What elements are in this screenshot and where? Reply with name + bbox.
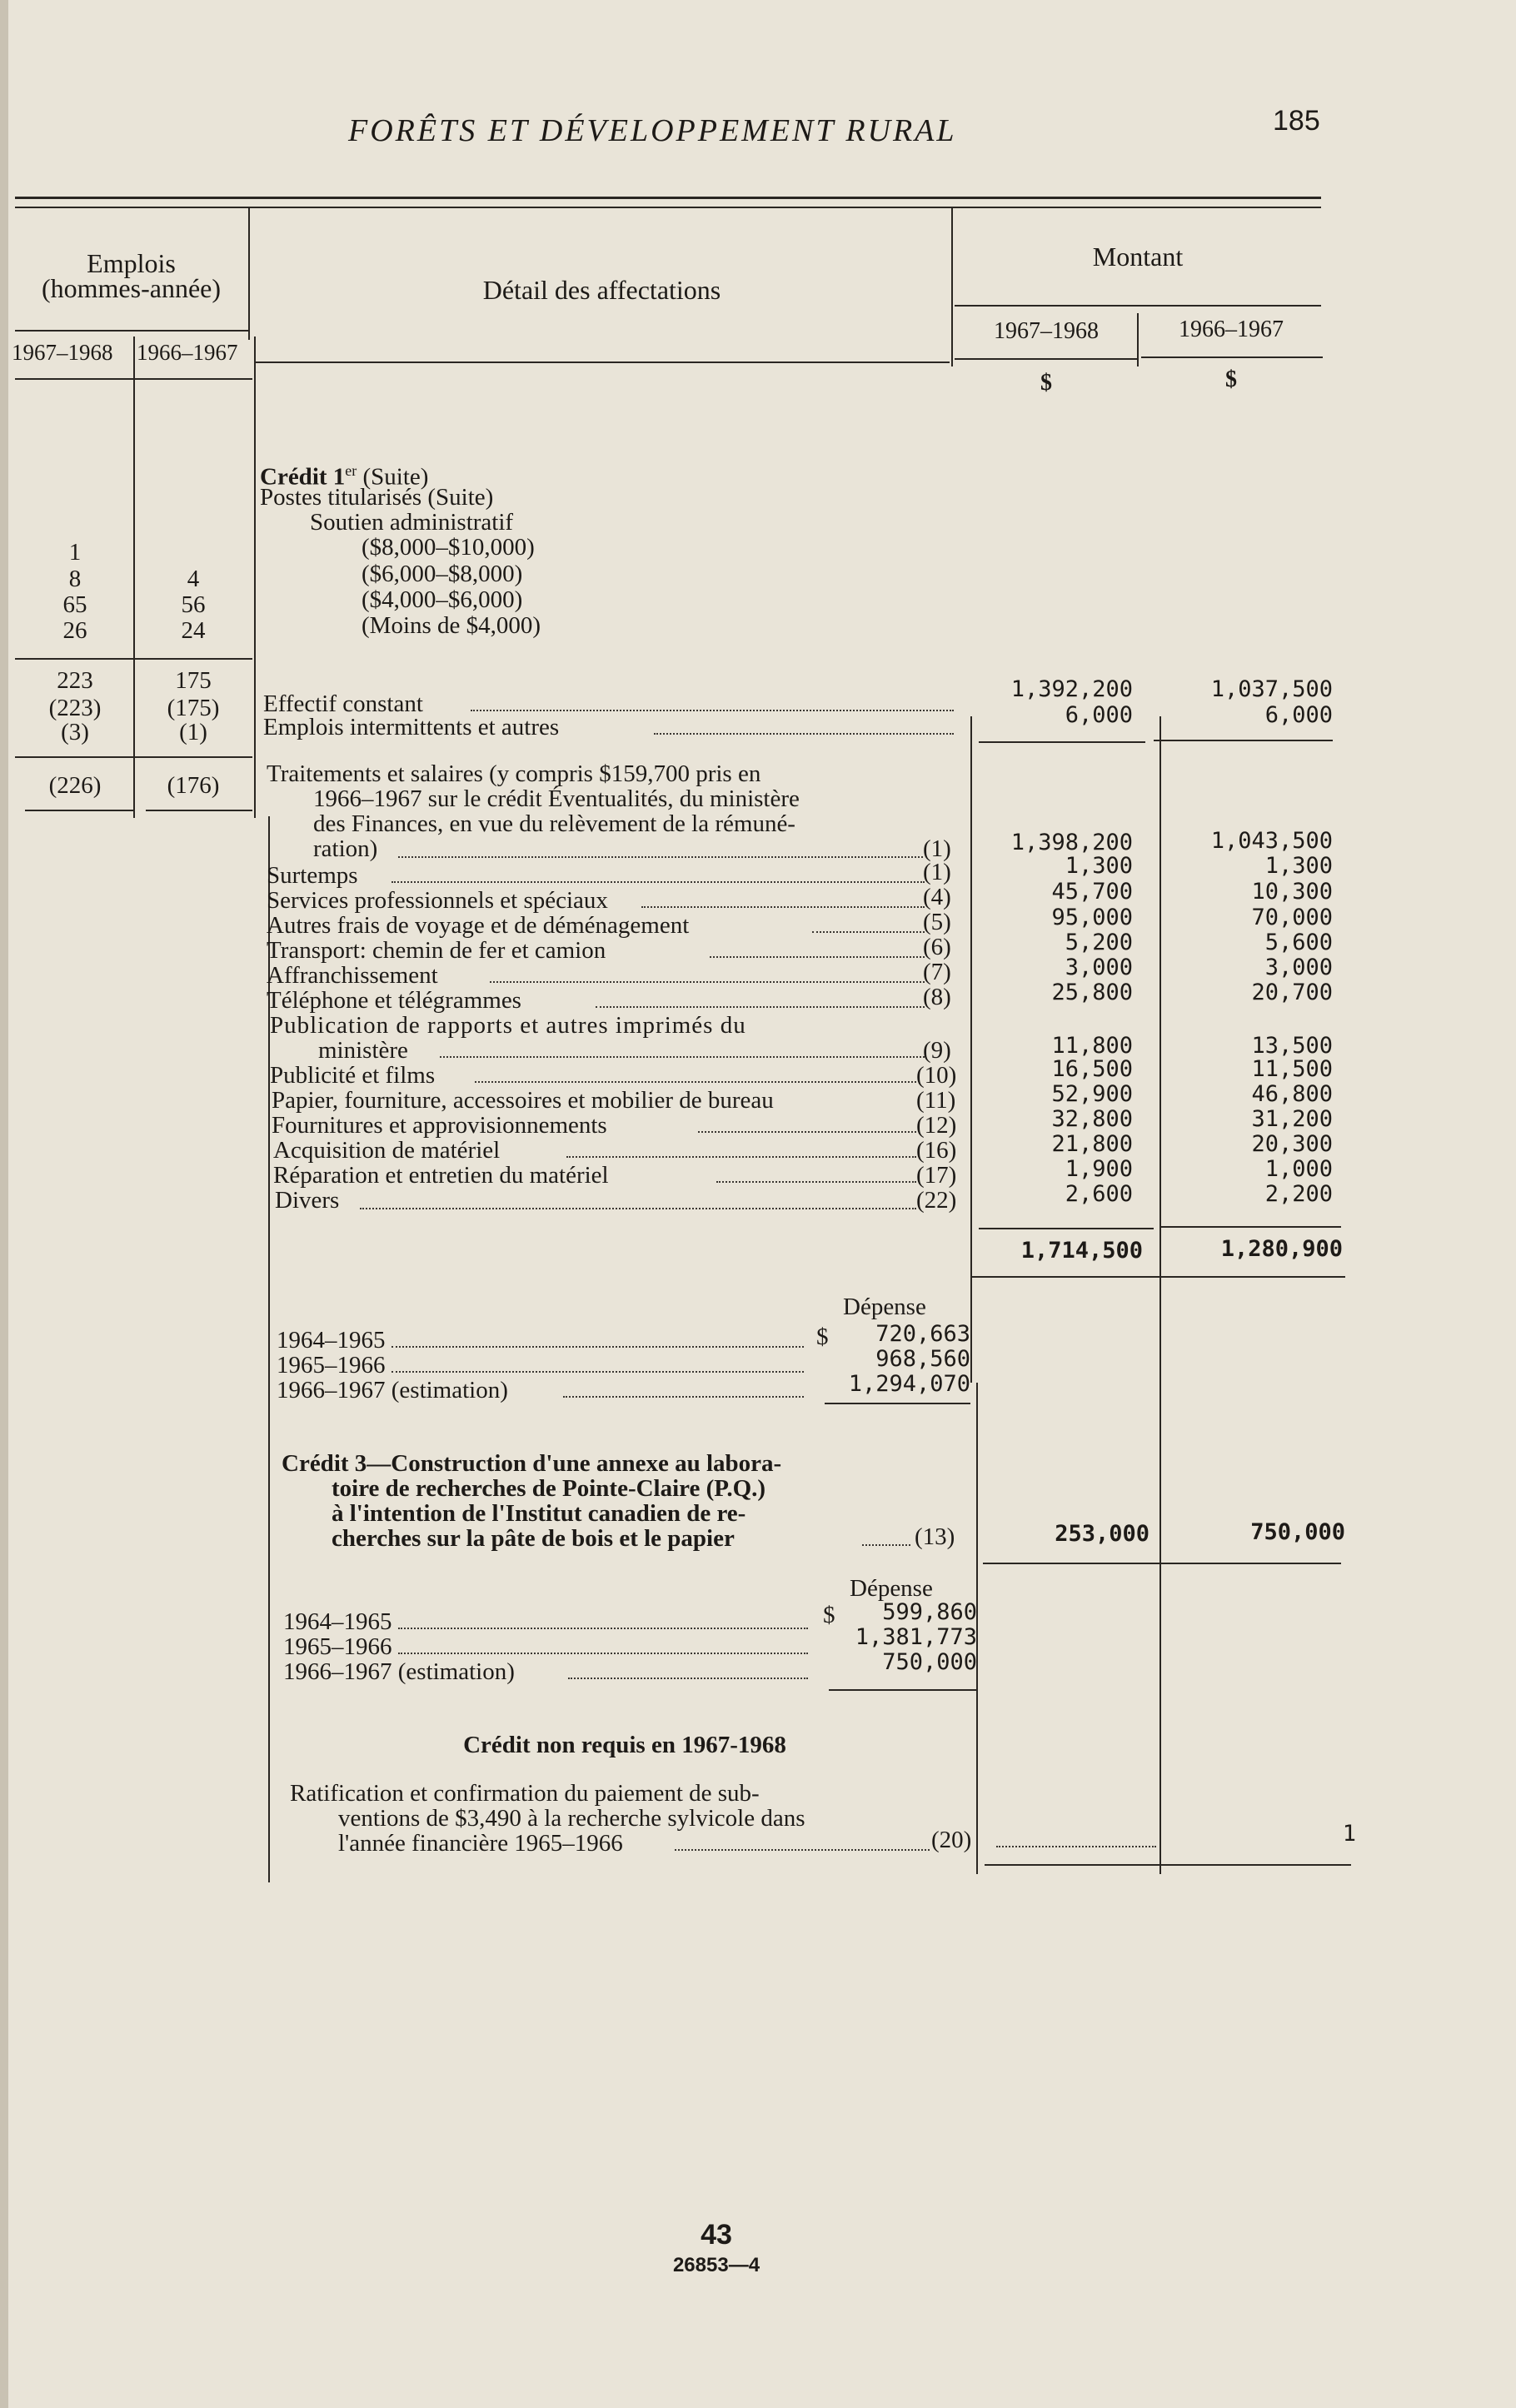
traitements-e2: (176) [167,772,220,799]
depense-leader [391,1346,804,1348]
expense-item-a2: 13,500 [1251,1033,1333,1059]
detail-header-rule [254,361,950,363]
depense-year: 1965–1966 [283,1633,392,1660]
expense-item-code: (11) [916,1087,956,1114]
currency-col-1: $ [1040,370,1052,396]
expense-item-code: (17) [916,1162,957,1189]
emplois-total-e1: 223 [57,667,93,694]
emplois-year-2: 1966–1967 [137,340,238,365]
footer-code: 26853—4 [672,2254,760,2276]
expense-item-a2: 1,300 [1264,853,1333,879]
expense-item-a2: 46,800 [1251,1081,1333,1107]
expense-item-leader [710,956,925,958]
intermittents-label: Emplois intermittents et autres [263,714,560,740]
expense-item-label: Divers [275,1187,340,1214]
credit-non-requis-title: Crédit non requis en 1967-1968 [463,1732,786,1758]
traitements-a2: 1,043,500 [1210,828,1333,854]
expense-item-a2: 20,700 [1251,980,1333,1005]
credit-non-requis-leader [675,1849,930,1851]
effectif-label: Effectif constant [263,690,423,717]
traitements-line3: des Finances, en vue du relèvement de la rémuné- [313,810,795,837]
intermittents-e2: (1) [179,719,207,745]
expense-item-leader [360,1208,916,1209]
expense-item-label: Services professionnels et spéciaux [267,887,608,914]
expense-item-code: (1) [923,859,951,885]
emplois-header: Emplois [87,248,176,278]
expense-item-label: Surtemps [267,862,358,889]
expense-item-label: Fournitures et approvisionnements [272,1112,607,1139]
grade-e1: 65 [62,591,87,618]
montant-year-2: 1966–1967 [1179,317,1284,342]
soutien-administratif: Soutien administratif [310,509,514,536]
expense-item-a1: 11,800 [1051,1033,1133,1059]
grade-e2: 56 [181,591,206,618]
expense-item-leader [391,881,925,883]
expense-item-a1: 32,800 [1051,1106,1133,1132]
effectif-a1: 1,392,200 [1010,676,1133,702]
depense-leader [563,1396,804,1398]
depense-leader [398,1653,808,1654]
expense-item-a1: 1,900 [1065,1156,1133,1182]
credit3-a2: 750,000 [1250,1519,1345,1545]
amount-subtotal-rule-1 [979,741,1145,743]
expense-item-a2: 3,000 [1264,955,1333,980]
depense-currency: $ [816,1324,829,1350]
grade-label: ($6,000–$8,000) [362,561,523,587]
grade-label: ($4,000–$6,000) [362,586,523,613]
effectif-e2: (175) [167,695,220,721]
grade-label: (Moins de $4,000) [362,612,541,639]
credit-non-requis-a1-leader [996,1846,1156,1847]
expense-item-a2: 5,600 [1264,930,1333,955]
credit3-depense-label: Dépense [850,1575,933,1602]
montant-year-rule-2 [1141,356,1323,358]
expense-item-leader [490,981,925,983]
montant-year-1: 1967–1968 [994,318,1099,344]
expense-item-code: (22) [916,1187,957,1214]
expense-item-code: (12) [916,1112,957,1139]
depense-leader [391,1371,804,1373]
expense-item-label: Transport: chemin de fer et camion [267,937,606,964]
credit-non-requis-line2: ventions de $3,490 à la recherche sylvicole dans [338,1805,805,1832]
expense-item-leader [812,931,925,933]
grade-e1: 1 [68,539,82,566]
credit1-depense-rule [825,1403,970,1404]
depense-leader [398,1628,808,1629]
credit1-total-a2: 1,280,900 [1220,1236,1343,1262]
hommes-annee-header: (hommes-année) [41,273,221,303]
montant-header: Montant [1092,242,1184,272]
grade-e1: 8 [68,566,82,592]
detail-header: Détail des affectations [482,275,721,305]
expense-item-a1: 25,800 [1051,980,1133,1005]
page-edge-shadow [0,0,8,2408]
credit3-total-underline [983,1563,1341,1564]
footer-page-number: 43 [701,2219,732,2251]
depense-year: 1966–1967 (estimation) [283,1658,515,1685]
credit3-line2: toire de recherches de Pointe-Claire (P.Q.) [332,1475,766,1502]
expense-item-a2: 1,000 [1264,1156,1333,1182]
expense-item-a1: 16,500 [1051,1056,1133,1082]
traitements-e1: (226) [48,772,102,799]
expense-item-label: Téléphone et télégrammes [267,987,521,1014]
expense-item-label: Réparation et entretien du matériel [273,1162,609,1189]
top-rule-2 [15,207,1321,208]
amount-subtotal-rule-2 [1154,740,1333,741]
traitements-line2: 1966–1967 sur le crédit Éventualités, du ministère [313,785,800,812]
col-rule-detail-left [254,337,256,818]
depense-year: 1966–1967 (estimation) [277,1377,508,1403]
emplois-year-1: 1967–1968 [12,340,113,365]
expense-item-a1: 3,000 [1065,955,1133,980]
credit3-code: (13) [915,1523,955,1550]
intermittents-e1: (3) [61,719,89,745]
grade-label: ($8,000–$10,000) [362,534,535,561]
depense-amount: 968,560 [875,1346,970,1372]
expense-item-a1: 5,200 [1065,930,1133,955]
expense-item-a1: 52,900 [1051,1081,1133,1107]
postes-titularises: Postes titularisés (Suite) [260,484,494,511]
depense-year: 1965–1966 [277,1352,386,1378]
credit3-line3: à l'intention de l'Institut canadien de re- [332,1500,746,1527]
expense-item-code: (16) [916,1137,957,1164]
depense-year: 1964–1965 [283,1608,392,1635]
credit3-leader [862,1544,910,1546]
expense-item-leader [596,1006,925,1008]
traitements-a1: 1,398,200 [1010,830,1133,855]
depense-amount: 599,860 [882,1599,977,1625]
emplois-total-e2: 175 [175,667,212,694]
expense-item-code: (4) [923,884,951,910]
credit-non-requis-underline [985,1864,1351,1866]
credit3-line1: Crédit 3—Construction d'une annexe au labora- [282,1450,782,1477]
credit-non-requis-a2: 1 [1342,1821,1356,1847]
expense-item-a1: 2,600 [1065,1181,1133,1207]
credit-non-requis-code: (20) [931,1827,972,1853]
depense-year: 1964–1965 [277,1327,386,1354]
depense-leader [568,1678,808,1679]
expense-item-label: Affranchissement [267,962,438,989]
currency-col-2: $ [1225,366,1237,392]
expense-item-label: Publication de rapports et autres imprimés du [270,1012,746,1039]
expense-item-code: (5) [923,909,951,935]
col-rule-emplois [248,208,250,340]
expense-item-leader [641,906,925,908]
montant-year-rule-1 [955,358,1138,360]
expense-item-label: Acquisition de matériel [273,1137,501,1164]
emplois-header-rule [15,330,250,332]
expense-item-label: Publicité et films [270,1062,436,1089]
emplois-final-rule-2 [146,810,252,811]
grade-e1: 26 [62,617,87,644]
credit1-title-rest: (Suite) [357,463,429,491]
expense-item-a2: 2,200 [1264,1181,1333,1207]
expense-item-code: (9) [923,1037,951,1064]
expense-item-a2: 10,300 [1251,879,1333,905]
credit1-total-a1: 1,714,500 [1020,1238,1143,1264]
grade-e2: 4 [187,566,200,592]
montant-header-rule [955,305,1321,307]
expense-item-label: Papier, fourniture, accessoires et mobilier de bureau [272,1087,774,1114]
expense-item-a1: 45,700 [1051,879,1133,905]
expense-item-a2: 11,500 [1251,1056,1333,1082]
credit1-total-rule-1 [979,1228,1154,1229]
expense-item-leader [716,1181,916,1183]
credit3-a1: 253,000 [1055,1521,1149,1547]
expense-item-a2: 31,200 [1251,1106,1333,1132]
depense-currency: $ [823,1602,835,1628]
intermittents-leader [654,733,954,735]
credit1-total-underline [970,1276,1345,1278]
effectif-a2: 1,037,500 [1210,676,1333,702]
emplois-total-rule [15,756,252,758]
depense-amount: 1,294,070 [848,1371,970,1397]
expense-item-a2: 20,300 [1251,1131,1333,1157]
running-title: FORÊTS ET DÉVELOPPEMENT RURAL [348,113,957,148]
expense-item-leader [475,1081,916,1083]
credit-non-requis-line1: Ratification et confirmation du paiement de sub- [290,1780,760,1807]
expense-item-leader [440,1056,925,1058]
expense-item-leader [566,1156,916,1158]
effectif-leader [471,710,954,711]
depense-amount: 720,663 [875,1321,970,1347]
expense-item-a1: 95,000 [1051,905,1133,930]
emplois-year-rule [15,378,252,380]
effectif-e1: (223) [48,695,102,721]
expense-item-label-2: ministère [318,1037,408,1064]
depense-amount: 750,000 [882,1649,977,1675]
expense-item-a2: 70,000 [1251,905,1333,930]
expense-item-a1: 21,800 [1051,1131,1133,1157]
traitements-line4: ration) [313,835,378,862]
grade-e2: 24 [181,617,206,644]
traitements-line1: Traitements et salaires (y compris $159,700 pris en [267,760,761,787]
col-rule-montant [951,208,953,366]
traitements-leader [398,856,923,858]
traitements-code: (1) [923,835,951,862]
credit1-total-rule-2 [1159,1226,1341,1228]
expense-item-code: (7) [923,959,951,985]
expense-item-leader [698,1131,916,1133]
expense-item-code: (8) [923,984,951,1010]
credit1-depense-label: Dépense [843,1294,926,1320]
top-rule-1 [15,197,1321,199]
expense-item-a1: 1,300 [1065,853,1133,879]
credit3-depense-rule [829,1689,977,1691]
intermittents-a2: 6,000 [1264,702,1333,728]
page-number: 185 [1273,105,1320,137]
credit3-line4: cherches sur la pâte de bois et le papier [332,1525,735,1552]
credit1-title-bold: Crédit 1 [260,463,346,491]
expense-item-code: (10) [916,1062,957,1089]
intermittents-a1: 6,000 [1065,702,1133,728]
expense-item-code: (6) [923,934,951,960]
credit-non-requis-line3: l'année financière 1965–1966 [338,1830,623,1857]
depense-amount: 1,381,773 [855,1624,977,1650]
emplois-subtotal-rule [15,658,252,660]
emplois-final-rule-1 [25,810,133,811]
expense-item-label: Autres frais de voyage et de déménagement [267,912,690,939]
credit1-title-sup: er [345,462,357,479]
